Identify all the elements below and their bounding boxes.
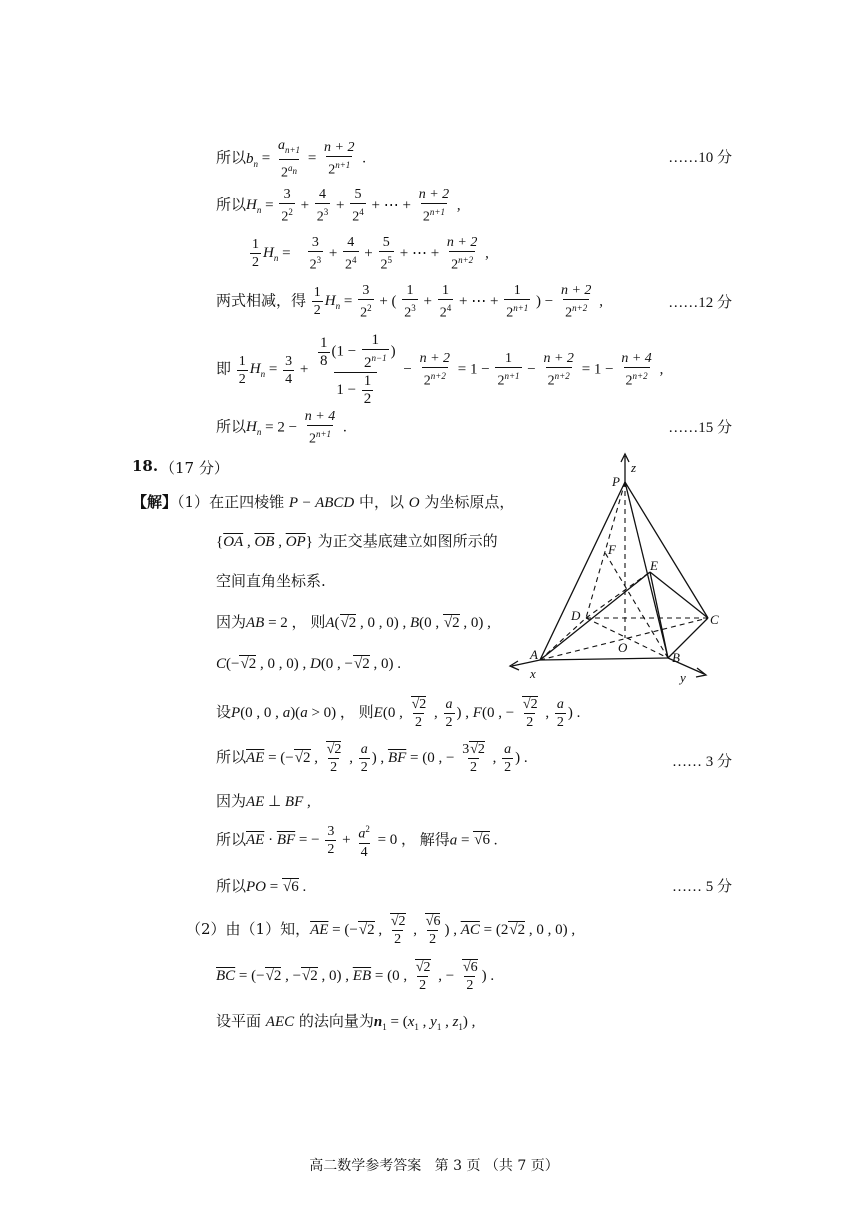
label-A: A (530, 647, 538, 662)
pyramid-figure (500, 452, 730, 687)
score-12: ……12 分 (668, 295, 732, 311)
solution-part2-line-1: （2）由（1）知，$\overline{AE} = (-√2$ , $\frac{√2}{2}$ , $\frac{√6}{2}$ ) , $\overline{AC} = (2√2$ , 0 , 0) , (186, 914, 576, 947)
solution-line-2: {$\overline{OA}$ , $\overline{OB}$ , $\overline{OP}$} 为正交基底建立如图所示的 (216, 532, 498, 550)
label-B: B (672, 650, 680, 665)
score-10: ……10 分 (668, 150, 732, 166)
solution-line-1: 【解】（1）在正四棱锥 P − ABCD 中，以 O 为坐标原点， (132, 493, 515, 511)
line-subtract: 两式相减，得 $\frac{1}{2}$ $H_n$ = $\frac{3}{2^2}$ + ( $\frac{1}{2^3}$ + $\frac{1}{2^4}$ + ⋯ + $\frac{1}{2^{n+1}}$ ) − $\frac{n + 2}{2^{n+2}}$ , (216, 283, 603, 321)
solution-part2-line-2: $\overline{BC} = (-√2$ , −√2 , 0) , $\overline{EB} = (0$ , $\frac{√2}{2}$ , − $\frac{√6}{2}$ ) . (216, 960, 495, 993)
edge-AD (540, 618, 586, 660)
solution-line-10: 所以PO = √6 . (216, 877, 307, 895)
solution-line-8: 因为AE ⊥ BF , (216, 792, 311, 810)
label-C: C (710, 612, 719, 627)
edge-PB (625, 482, 668, 658)
solution-part2-line-3: 设平面 AEC 的法向量为$n_1 = (x_1$ , $y_1$ , $z_1$) , (216, 1012, 476, 1032)
label-F: F (608, 542, 616, 557)
page-footer (0, 1155, 868, 1175)
line-bn: 所以$b_n$ = $\frac{a_{n+1}}{2^{a_n}}$ = $\frac{n + 2}{2^{n+1}}$ . (216, 138, 366, 181)
edge-PA (540, 482, 625, 660)
line-hn-result: 所以$H_n = 2$ − $\frac{n + 4}{2^{n+1}}$ . (216, 409, 347, 447)
solution-line-9: 所以$\overline{AE} \cdot \overline{BF}$ = − $\frac{3}{2}$ + $\frac{a^2}{4}$ = 0 ， 解得a = √6 . (216, 824, 498, 860)
line-ji: 即 $\frac{1}{2}$ $H_n$ = $\frac{3}{4}$ + $\frac{1}{8}$ (1 − $\frac{1}{2^{n-1}}$ ) 1 − $\frac{1}{2}$ − $\frac{n + 2}{2^{n+2}}$ = 1 − $\frac{1}{2^{n+1}}$ − $\frac{n + 2}{2^{n+2}}$ = 1 − $\frac{n + 4}{2^{n+2}}$ , (216, 332, 664, 407)
edge-PC (625, 482, 708, 618)
solution-line-6: 设P(0 , 0 , a)(a > 0) ， 则E(0 , $\frac{√2}{2}$ , $\frac{a}{2}$ ) , F(0 , − $\frac{√2}{2}$ , $\frac{a}{2}$ ) . (216, 697, 581, 730)
label-P: P (612, 474, 620, 489)
label-z: z (631, 460, 637, 475)
line-half-hn: $\frac{1}{2}$ $H_n$ = $\frac{3}{2^3}$ + $\frac{4}{2^4}$ + $\frac{5}{2^5}$ + ⋯ + $\frac{n + 2}{2^{n+2}}$ , (252, 235, 489, 273)
label-D: D (571, 608, 581, 623)
label-E: E (650, 558, 658, 573)
line-hn: 所以$H_n$ = $\frac{3}{2^2}$ + $\frac{4}{2^3}$ + $\frac{5}{2^4}$ + ⋯ + $\frac{n + 2}{2^{n+1}}$ , (216, 187, 461, 225)
solution-line-5: C(−√2 , 0 , 0) , D(0 , −√2 , 0) . (216, 656, 402, 672)
score-5: …… 5 分 (671, 879, 732, 895)
label-O: O (618, 640, 628, 655)
solution-line-3: 空间直角坐标系. (216, 572, 326, 590)
question-number: 18. (132, 457, 159, 475)
score-3: …… 3 分 (671, 754, 732, 770)
solution-line-4: 因为AB = 2 ， 则A(√2 , 0 , 0) , B(0 , √2 , 0) , (216, 613, 491, 631)
footer-title: 高二数学参考答案 (309, 1158, 422, 1174)
edge-AB (540, 658, 668, 660)
score-15: ……15 分 (668, 420, 732, 436)
label-x: x (530, 666, 536, 681)
solution-line-7: 所以$\overline{AE} = (-√2$ , $\frac{√2}{2}$ , $\frac{a}{2}$ ) , $\overline{BF} = (0$ , − $\frac{3√2}{2}$ , $\frac{a}{2}$ ) . (216, 742, 528, 775)
question-points: （17 分） (160, 459, 229, 477)
footer-page: 第 3 页 （共 7 页） (434, 1158, 559, 1174)
label-y: y (680, 670, 686, 685)
